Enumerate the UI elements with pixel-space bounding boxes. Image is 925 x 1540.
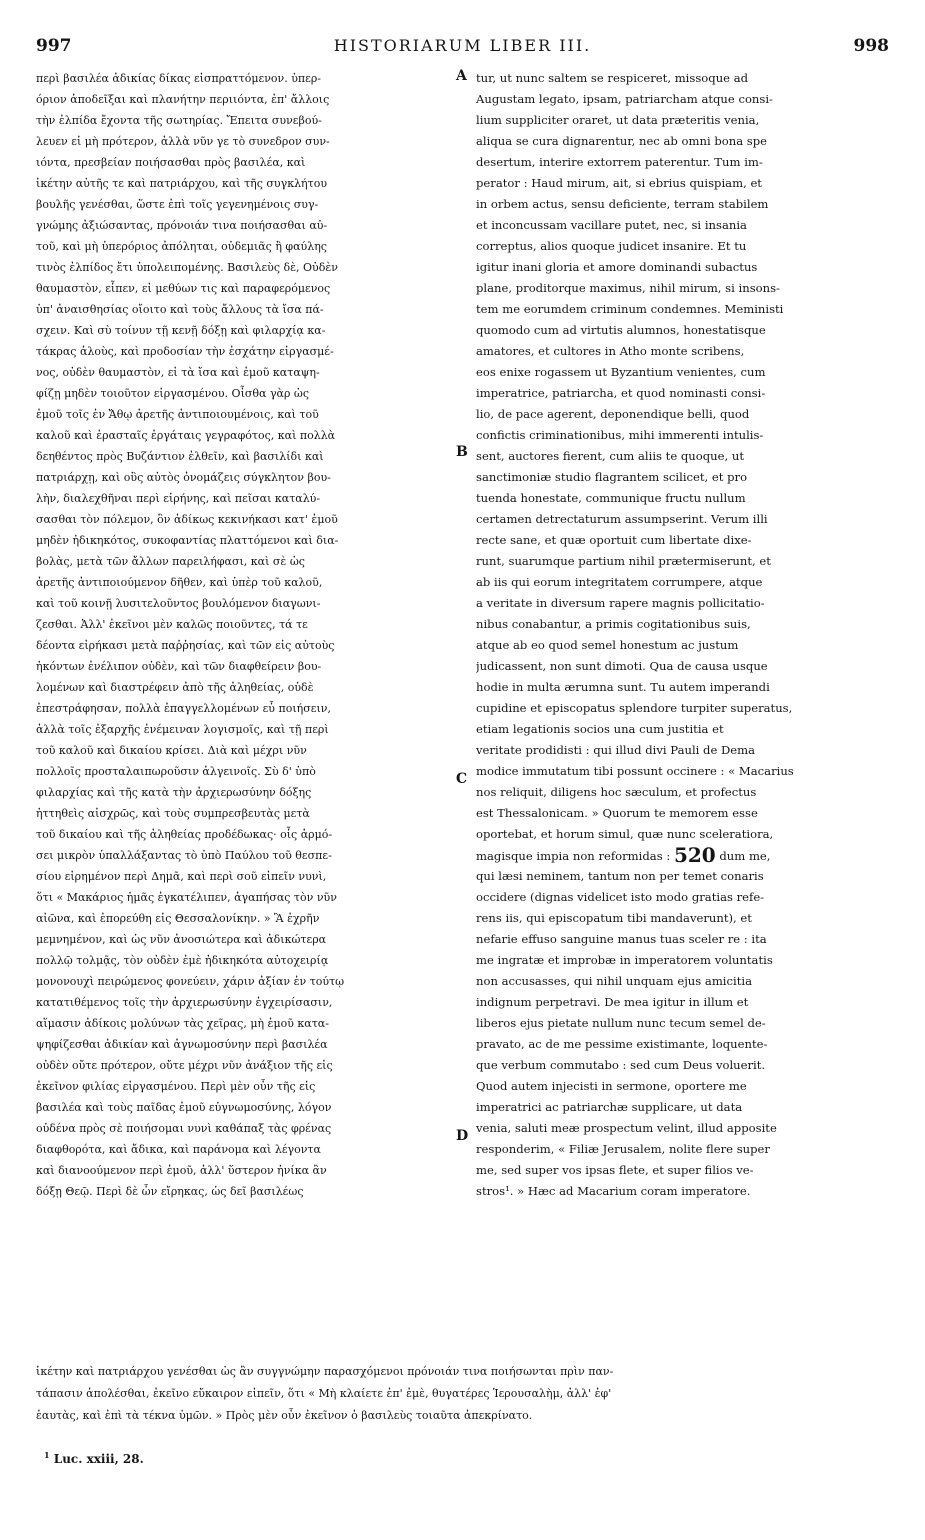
latin-text-line: est Thessalonicam. » Quorum te memorem esse <box>476 806 758 820</box>
greek-text-line: τοῦ καλοῦ καὶ δικαίου κρίσει. Διὰ καὶ μέχρι νῦν <box>36 744 307 757</box>
latin-text-line: ab iis qui eorum integritatem corrumpere, atque <box>476 575 763 589</box>
full-width-text-line: ἑαυτὰς, καὶ ἐπὶ τὰ τέκνα ὑμῶν. » Πρὸς μὲν οὖν ἐκεῖνον ὁ βασιλεὺς τοιαῦτα ἀπεκρίνατο. <box>36 1409 533 1422</box>
latin-text-line: liberos ejus pietate nullum nunc tecum semel de- <box>476 1016 766 1030</box>
latin-text-line: me ingratæ et improbæ in imperatorem voluntatis <box>476 953 773 967</box>
latin-text-line: modice immutatum tibi possunt occinere : « Macarius <box>476 764 794 778</box>
latin-text-line: atque ab eo quod semel honestum ac justum <box>476 638 739 652</box>
latin-text-line: aliqua se cura dignarentur, nec ab omni bona spe <box>476 134 768 148</box>
footnote-marker: 1 <box>44 1450 50 1460</box>
latin-text-line: occidere (dignas videlicet isto modo gratias refe- <box>476 890 765 904</box>
latin-text-line: non accusasses, qui nihil unquam ejus amicitia <box>476 974 752 988</box>
latin-text-line: in orbem actus, sensu deficiente, terram stabilem <box>476 197 769 211</box>
latin-text-line: stros¹. » Hæc ad Macarium coram imperatore. <box>476 1184 751 1198</box>
latin-text-line: amatores, et cultores in Atho monte scribens, <box>476 344 745 358</box>
greek-text-line: λὴν, διαλεχθῆναι περὶ εἰρήνης, καὶ πεῖσαι καταλύ- <box>36 492 321 505</box>
latin-text-line: pravato, ac de me pessime existimante, loquente- <box>476 1037 768 1051</box>
latin-lines-before <box>476 68 891 845</box>
greek-text-line: ἀλλὰ τοῖς ἐξαρχῆς ἐνέμειναν λογισμοῖς, καὶ τῇ περὶ <box>36 723 329 736</box>
latin-text-line: que verbum commutabo : sed cum Deus voluerit. <box>476 1058 766 1072</box>
greek-text-line: σχειν. Καὶ σὺ τοίνυν τῇ κενῇ δόξῃ καὶ φιλαρχίᾳ κα- <box>36 324 326 337</box>
latin-text-line: responderim, « Filiæ Jerusalem, nolite flere super <box>476 1142 770 1156</box>
latin-text-line: sanctimoniæ studio flagrantem scilicet, et pro <box>476 470 748 484</box>
greek-text-line: ὑπ' ἀναισθησίας οἴοιτο καὶ τοὺς ἄλλους τὰ ἴσα πά- <box>36 303 324 316</box>
greek-text-column <box>36 68 454 1202</box>
greek-text-line: πολλοῖς προσταλαιπωροῦσιν ἀλγεινοῖς. Σὺ δ' ὑπὸ <box>36 765 316 778</box>
latin-text-line: indignum perpetravi. De mea igitur in illum et <box>476 995 749 1009</box>
latin-text-line: recte sane, et quæ oportuit cum libertate dixe- <box>476 533 752 547</box>
latin-line-with-marginal-number <box>476 845 891 866</box>
greek-text-line: σασθαι τὸν πόλεμον, ὃν ἀδίκως κεκινήκασι κατ' ἐμοῦ <box>36 513 338 526</box>
greek-text-line: ὅτι « Μακάριος ἡμᾶς ἐγκατέλιπεν, ἀγαπήσας τὸν νῦν <box>36 891 337 904</box>
greek-text-line: ψηφίζεσθαι ἀδικίαν καὶ ἀγνωμοσύνην περὶ βασιλέα <box>36 1038 328 1051</box>
right-page-number: 998 <box>853 36 889 56</box>
greek-text-line: γνώμης ἀξιώσαντας, πρόνοιάν τινα ποιήσασθαι αὐ- <box>36 219 328 232</box>
latin-text-line: sent, auctores fierent, cum aliis te quoque, ut <box>476 449 744 463</box>
marginal-column-number: 520 <box>673 845 716 866</box>
greek-text-line: λομένων καὶ διαστρέφειν ἀπὸ τῆς ἀληθείας, οὐδὲ <box>36 681 314 694</box>
latin-text-line: oportebat, et horum simul, quæ nunc sceleratiora, <box>476 827 774 841</box>
latin-text-line: tem me eorumdem criminum condemnes. Meministi <box>476 302 784 316</box>
latin-text-line: perator : Haud mirum, ait, si ebrius quispiam, et <box>476 176 762 190</box>
greek-text-line: τάκρας ἁλοὺς, καὶ προδοσίαν τὴν ἐσχάτην εἰργασμέ- <box>36 345 334 358</box>
latin-text-line: Augustam legato, ipsam, patriarcham atque consi- <box>476 92 773 106</box>
greek-text-line: αἵμασιν ἀδίκοις μολύνων τὰς χεῖρας, μὴ ἐμοῦ κατα- <box>36 1017 329 1030</box>
greek-text-line: τοῦ, καὶ μὴ ὑπερόριος ἀπόληται, οὐδεμιᾶς ἢ φαύλης <box>36 240 327 253</box>
greek-text-line: φίζῃ μηδὲν τοιοῦτον εἰργασμένου. Οἶσθα γὰρ ὡς <box>36 387 310 400</box>
greek-text-line: δόξῃ Θεῷ. Περὶ δὲ ὧν εἴρηκας, ὡς δεῖ βασιλέως <box>36 1185 304 1198</box>
latin-line-prefix: magisque impia non reformidas : <box>476 849 671 863</box>
latin-text-line: confictis criminationibus, mihi immerenti intulis- <box>476 428 764 442</box>
latin-text-line: certamen detrectaturum assumpserint. Verum illi <box>476 512 768 526</box>
greek-text-line: ἀρετῆς ἀντιποιούμενον δῆθεν, καὶ ὑπὲρ τοῦ καλοῦ, <box>36 576 323 589</box>
greek-text-line: καὶ τοῦ κοινῇ λυσιτελοῦντος βουλόμενον διαγωνι- <box>36 597 321 610</box>
latin-text-line: venia, saluti meæ prospectum velint, illud apposite <box>476 1121 777 1135</box>
margin-letter-c: C <box>456 771 468 787</box>
full-width-text-line: ἱκέτην καὶ πατριάρχου γενέσθαι ὡς ἂν συγγνώμην παρασχόμενοι πρόνοιάν τινα ποιήσωνται πρὶν παν- <box>36 1365 614 1378</box>
greek-text-line: κατατιθέμενος τοῖς τὴν ἀρχιερωσύνην ἐγχειρίσασιν, <box>36 996 333 1009</box>
greek-text-line: μεμνημένον, καὶ ὡς νῦν ἀνοσιώτερα καὶ ἀδικώτερα <box>36 933 327 946</box>
latin-text-line: runt, suarumque partium nihil prætermiserunt, et <box>476 554 771 568</box>
latin-text-line: Quod autem injecisti in sermone, oportere me <box>476 1079 747 1093</box>
latin-text-line: igitur inani gloria et amore dominandi subactus <box>476 260 758 274</box>
greek-text-line: βασιλέα καὶ τοὺς παῖδας ἐμοῦ εὐγνωμοσύνης, λόγον <box>36 1101 332 1114</box>
greek-text-line: τινὸς ἐλπίδος ἔτι ὑπολειπομένης. Βασιλεὺς δὲ, Οὐδὲν <box>36 261 338 274</box>
greek-text-line: νος, οὐδὲν θαυμαστὸν, εἰ τὰ ἴσα καὶ ἐμοῦ καταψη- <box>36 366 320 379</box>
running-title: HISTORIARUM LIBER III. <box>333 36 592 55</box>
latin-text-line: desertum, interire extorrem paterentur. Tum im- <box>476 155 763 169</box>
full-width-text-line: τάπασιν ἀπολέσθαι, ἐκεῖνο εὔκαιρον εἰπεῖν, ὅτι « Μὴ κλαίετε ἐπ' ἐμὲ, θυγατέρες Ἱερουσαλὴμ, ἀλλ' ἐφ' <box>36 1387 612 1400</box>
greek-text-line: διαφθορότα, καὶ ἄδικα, καὶ παράνομα καὶ λέγοντα <box>36 1143 321 1156</box>
greek-text-line: καλοῦ καὶ ἐρασταῖς ἐργάταις γεγραφότος, καὶ πολλὰ <box>36 429 336 442</box>
latin-text-line: imperatrice, patriarcha, et quod nominasti consi- <box>476 386 766 400</box>
latin-text-line: etiam legationis socios una cum justitia et <box>476 722 724 736</box>
latin-text-line: tur, ut nunc saltem se respiceret, missoque ad <box>476 71 749 85</box>
footnote-text: Luc. xxiii, 28. <box>53 1452 144 1466</box>
latin-text-line: tuenda honestate, communique fructu nullum <box>476 491 746 505</box>
greek-text-line: σει μικρὸν ὑπαλλάξαντας τὸ ὑπὸ Παύλου τοῦ θεσπε- <box>36 849 332 862</box>
greek-text-line: αἰῶνα, καὶ ἐπορεύθη εἰς Θεσσαλονίκην. » Ἃ ἐχρῆν <box>36 912 320 925</box>
greek-text-line: φιλαρχίας καὶ τῆς κατὰ τὴν ἀρχιερωσύνην δόξης <box>36 786 312 799</box>
latin-text-line: imperatrici ac patriarchæ supplicare, ut data <box>476 1100 743 1114</box>
latin-text-line: lium suppliciter oraret, ut data præteritis venia, <box>476 113 760 127</box>
greek-text-line: πατριάρχῃ, καὶ οὓς αὐτὸς ὀνομάζεις σύγκλητον βου- <box>36 471 331 484</box>
greek-text-line: ζεσθαι. Ἀλλ' ἐκεῖνοι μὲν καλῶς ποιοῦντες, τά τε <box>36 618 308 631</box>
latin-text-line: rens iis, qui episcopatum tibi mandaverunt), et <box>476 911 752 925</box>
greek-text-line: τοῦ δικαίου καὶ τῆς ἀληθείας προδέδωκας· οἷς ἁρμό- <box>36 828 333 841</box>
greek-text-line: οὐδένα πρὸς σὲ ποιήσομαι νυνὶ καθάπαξ τὰς φρένας <box>36 1122 332 1135</box>
greek-text-line: όριον ἀποδεῖξαι καὶ πλανήτην περιιόντα, ἐπ' ἄλλοις <box>36 93 330 106</box>
greek-text-line: βουλῆς γενέσθαι, ὥστε ἐπὶ τοῖς γεγενημένοις συγ- <box>36 198 319 211</box>
greek-text-line: ἡκόντων ἐνέλιπον οὐδὲν, καὶ τῶν διαφθείρειν βου- <box>36 660 322 673</box>
greek-text-line: περὶ βασιλέα ἀδικίας δίκας εἰσπραττόμενον. ὑπερ- <box>36 72 322 85</box>
greek-text-line: ἡττηθεὶς αἰσχρῶς, καὶ τοὺς συμπρεσβευτὰς μετὰ <box>36 807 310 820</box>
greek-text-line: καὶ διανοούμενον περὶ ἐμοῦ, ἀλλ' ὕστερον ἡνίκα ἂν <box>36 1164 327 1177</box>
latin-text-line: veritate prodidisti : qui illud divi Pauli de Dema <box>476 743 756 757</box>
latin-text-line: a veritate in diversum rapere magnis pollicitatio- <box>476 596 765 610</box>
latin-line-suffix: dum me, <box>719 849 771 863</box>
greek-text-line: δεηθέντος πρὸς Βυζάντιον ἐλθεῖν, καὶ βασιλίδι καὶ <box>36 450 324 463</box>
greek-text-line: λευεν εἰ μὴ πρότερον, ἀλλὰ νῦν γε τὸ συνεδρον συν- <box>36 135 330 148</box>
left-page-number: 997 <box>36 36 72 56</box>
latin-text-line: judicassent, non sunt dimoti. Qua de causa usque <box>476 659 768 673</box>
latin-text-line: nos reliquit, diligens hoc sæculum, et profectus <box>476 785 757 799</box>
margin-letter-b: B <box>456 444 468 460</box>
latin-text-line: plane, proditorque maximus, nihil mirum, si insons- <box>476 281 780 295</box>
greek-text-line: ἐκεῖνον φιλίας εἰργασμένου. Περὶ μὲν οὖν τῆς εἰς <box>36 1080 316 1093</box>
latin-text-line: nefarie effuso sanguine manus tuas sceler re : ita <box>476 932 767 946</box>
margin-letter-a: A <box>456 68 467 84</box>
page-header <box>0 36 925 66</box>
greek-text-line: θαυμαστὸν, εἶπεν, εἰ μεθύων τις καὶ παραφερόμενος <box>36 282 331 295</box>
latin-text-line: me, sed super vos ipsas flete, et super filios ve- <box>476 1163 754 1177</box>
greek-text-line: βολὰς, μετὰ τῶν ἄλλων παρειλήφασι, καὶ σὲ ὡς <box>36 555 305 568</box>
margin-letter-d: D <box>456 1128 469 1144</box>
latin-text-line: hodie in multa ærumna sunt. Tu autem imperandi <box>476 680 770 694</box>
latin-text-line: et inconcussam vacillare putet, nec, si insania <box>476 218 747 232</box>
greek-text-line: ἱκέτην αὐτῆς τε καὶ πατριάρχου, καὶ τῆς συγκλήτου <box>36 177 328 190</box>
greek-text-line: δέοντα εἰρήκασι μετὰ παῤῥησίας, καὶ τῶν εἰς αὐτοὺς <box>36 639 335 652</box>
greek-text-line: οὐδὲν οὔτε πρότερον, οὔτε μέχρι νῦν ἀνάξιον τῆς εἰς <box>36 1059 333 1072</box>
footnote <box>44 1450 144 1466</box>
latin-text-line: quomodo cum ad virtutis alumnos, honestatisque <box>476 323 766 337</box>
greek-text-line: πολλῷ τολμᾷς, τὸν οὐδὲν ἐμὲ ἠδικηκότα αὐτοχειρίᾳ <box>36 954 329 967</box>
full-width-greek-text <box>36 1361 891 1427</box>
latin-lines-after <box>476 866 891 1202</box>
latin-text-line: lio, de pace agerent, deponendique belli, quod <box>476 407 750 421</box>
latin-text-line: qui læsi neminem, tantum non per temet conaris <box>476 869 764 883</box>
greek-text-line: μηδὲν ἠδικηκότος, συκοφαντίας πλαττόμενοι καὶ δια- <box>36 534 339 547</box>
greek-text-line: σίου εἰρημένον περὶ Δημᾶ, καὶ περὶ σοῦ εἰπεῖν νυνὶ, <box>36 870 327 883</box>
greek-text-line: μονονουχὶ πειρώμενος φονεύειν, χάριν ἀξίαν ἐν τούτῳ <box>36 975 345 988</box>
latin-text-line: cupidine et episcopatus splendore turpiter superatus, <box>476 701 793 715</box>
latin-text-column <box>476 68 891 1202</box>
greek-text-line: ιόντα, πρεσβείαν ποιήσασθαι πρὸς βασιλέα, καὶ <box>36 156 306 169</box>
latin-text-line: eos enixe rogassem ut Byzantium venientes, cum <box>476 365 766 379</box>
greek-text-line: τὴν ἐλπίδα ἔχοντα τῆς σωτηρίας. Ἔπειτα συνεβού- <box>36 114 322 127</box>
greek-text-line: ἐπεστράφησαν, πολλὰ ἐπαγγελλομένων εὖ ποιήσειν, <box>36 702 331 715</box>
latin-text-line: nibus conabantur, a primis cogitationibus suis, <box>476 617 751 631</box>
latin-text-line: correptus, alios quoque judicet insanire. Et tu <box>476 239 747 253</box>
greek-text-line: ἐμοῦ τοῖς ἐν Ἄθῳ ἀρετῆς ἀντιποιουμένοις, καὶ τοῦ <box>36 408 319 421</box>
